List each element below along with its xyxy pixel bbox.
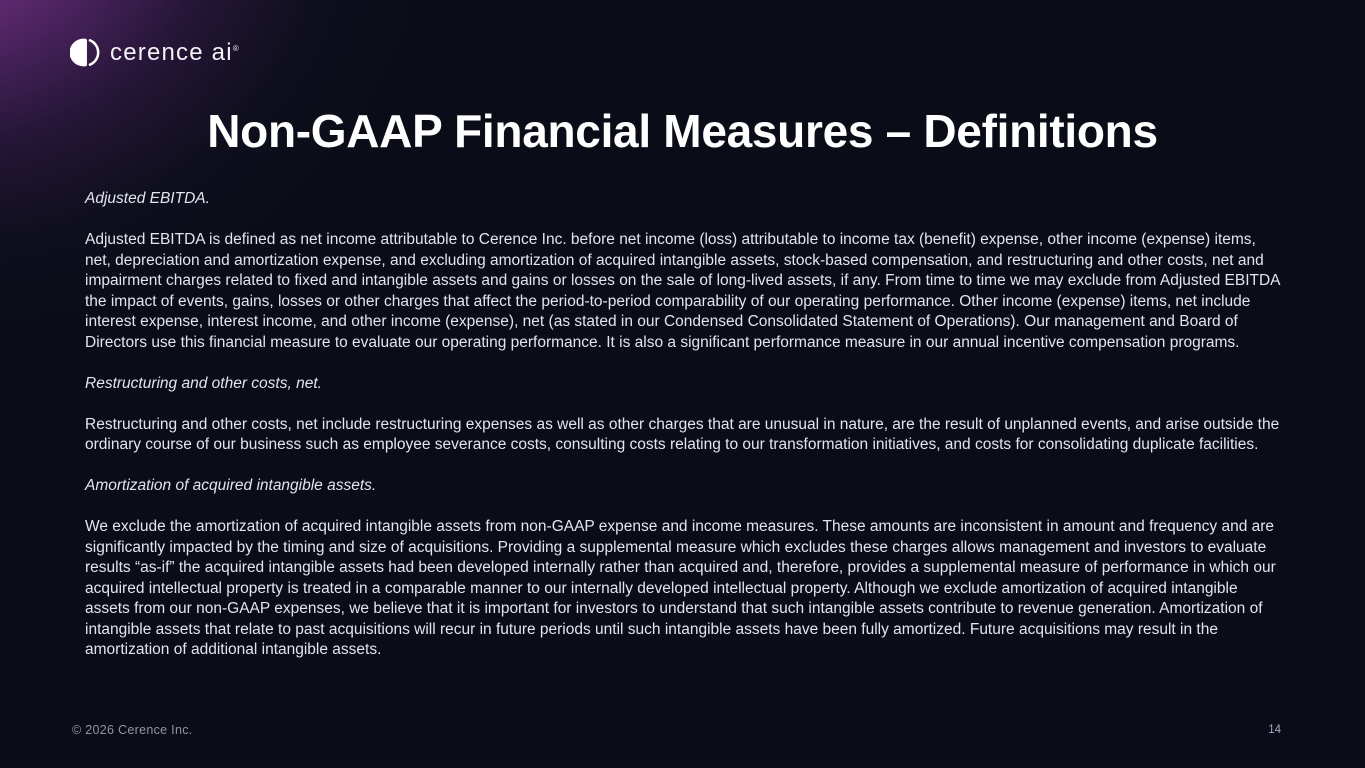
section-heading-adjusted-ebitda: Adjusted EBITDA. [85,190,210,207]
definitions-content [85,189,1283,681]
section-body-restructuring: Restructuring and other costs, net include restructuring expenses as well as other charges that are unusual in nature, are the result of unplanned events, and arise outside the ordinary course of our business such as employee severance costs, consulting costs relating to our transformation initiatives, and costs for consolidating duplicate facilities. [85,415,1280,453]
section-body-amortization: We exclude the amortization of acquired intangible assets from non-GAAP expense and income measures. These amounts are inconsistent in amount and frequency and are significantly impacted by the timing and size of acquisitions. Providing a supplemental measure which excludes these charges allows management and investors to evaluate results “as-if” the acquired intangible assets had been developed internally rather than acquired and, therefore, provides a supplemental measure of performance in which our acquired intellectual property is treated in a comparable manner to our internally developed intellectual property. Although we exclude amortization of acquired intangible assets from our non-GAAP expenses, we believe that it is important for investors to understand that such intangible assets contribute to revenue generation. Amortization of intangible assets that relate to past acquisitions will recur in future periods until such intangible assets have been fully amortized. Future acquisitions may result in the amortization of additional intangible assets. [85,518,1276,658]
section-body-adjusted-ebitda: Adjusted EBITDA is defined as net income attributable to Cerence Inc. before net income (loss) attributable to income tax (benefit) expense, other income (expense) items, net, depreciation and amortization expense, and excluding amortization of acquired intangible assets, stock-based compensation, and restructuring and other costs, net and impairment charges related to fixed and intangible assets and gains or losses on the sale of long-lived assets, if any. From time to time we may exclude from Adjusted EBITDA the impact of events, gains, losses or other charges that affect the period-to-period comparability of our operating performance. Other income (expense) items, net include interest expense, interest income, and other income (expense), net (as stated in our Condensed Consolidated Statement of Operations). Our management and Board of Directors use this financial measure to evaluate our operating performance. It is also a significant performance measure in our annual incentive compensation programs. [85,231,1280,351]
trademark-symbol: ® [232,43,239,53]
cerence-logo-icon [70,37,101,68]
cerence-logo-text: cerence ai® [110,38,239,66]
slide-title: Non-GAAP Financial Measures – Definitions [207,105,1158,157]
section-heading-restructuring: Restructuring and other costs, net. [85,374,322,392]
page-number: 14 [1268,724,1281,736]
cerence-logo [70,37,239,68]
section-heading-amortization: Amortization of acquired intangible assets. [85,477,377,494]
copyright-text: © 2026 Cerence Inc. [72,723,193,737]
